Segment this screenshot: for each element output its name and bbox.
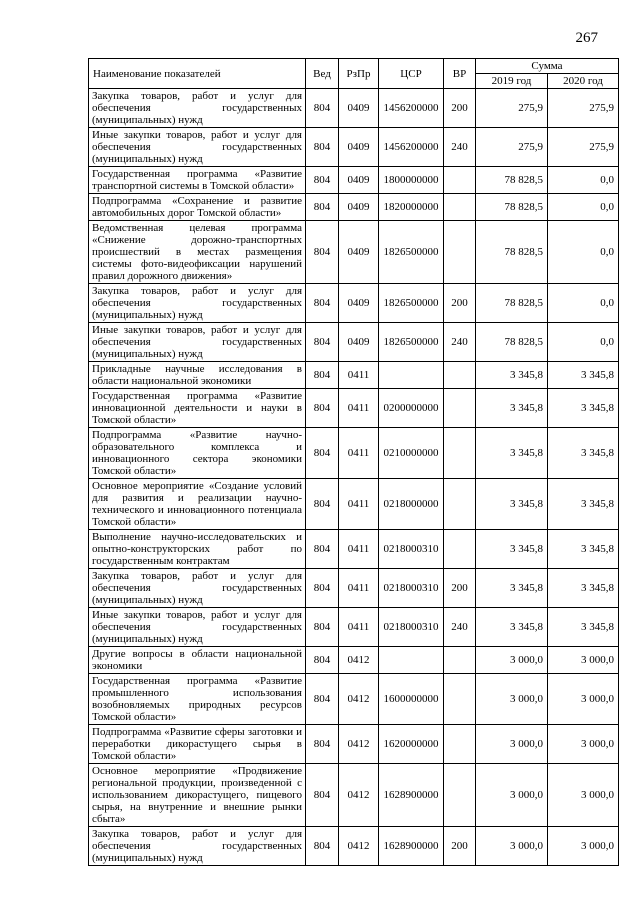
cell-2020: 0,0 xyxy=(548,221,619,284)
cell-vr: 200 xyxy=(444,89,476,128)
cell-rzpr: 0409 xyxy=(339,323,379,362)
cell-2019: 78 828,5 xyxy=(476,194,548,221)
cell-name: Подпрограмма «Развитие сферы заготовки и переработки дикорастущего сырья в Томской области» xyxy=(89,725,306,764)
cell-2019: 78 828,5 xyxy=(476,167,548,194)
cell-vr xyxy=(444,674,476,725)
col-header-ved: Вед xyxy=(306,59,339,89)
cell-2020: 3 345,8 xyxy=(548,428,619,479)
cell-vr xyxy=(444,647,476,674)
col-header-summa: Сумма xyxy=(476,59,619,74)
table-row xyxy=(89,428,619,479)
table-row xyxy=(89,167,619,194)
cell-vr xyxy=(444,530,476,569)
cell-ved: 804 xyxy=(306,428,339,479)
cell-2020: 0,0 xyxy=(548,194,619,221)
table-row xyxy=(89,530,619,569)
cell-name: Государственная программа «Развитие транспортной системы в Томской области» xyxy=(89,167,306,194)
cell-csr: 1456200000 xyxy=(379,89,444,128)
cell-rzpr: 0412 xyxy=(339,725,379,764)
cell-2020: 3 345,8 xyxy=(548,479,619,530)
cell-2020: 0,0 xyxy=(548,167,619,194)
cell-rzpr: 0409 xyxy=(339,167,379,194)
cell-2020: 275,9 xyxy=(548,128,619,167)
table-row xyxy=(89,725,619,764)
cell-ved: 804 xyxy=(306,128,339,167)
cell-rzpr: 0411 xyxy=(339,428,379,479)
cell-rzpr: 0412 xyxy=(339,647,379,674)
table-row xyxy=(89,128,619,167)
cell-csr: 0218000310 xyxy=(379,608,444,647)
cell-name: Выполнение научно-исследовательских и опытно-конструкторских работ по государственным контрактам xyxy=(89,530,306,569)
cell-ved: 804 xyxy=(306,608,339,647)
cell-2019: 3 345,8 xyxy=(476,389,548,428)
cell-csr: 1820000000 xyxy=(379,194,444,221)
budget-table xyxy=(88,58,619,866)
cell-2020: 275,9 xyxy=(548,89,619,128)
cell-vr xyxy=(444,764,476,827)
cell-ved: 804 xyxy=(306,194,339,221)
cell-name: Основное мероприятие «Продвижение региональной продукции, произведенной с использованием дикорастущего, пищевого сырья, на внутренние и внешние рынки сбыта» xyxy=(89,764,306,827)
cell-csr: 0210000000 xyxy=(379,428,444,479)
cell-rzpr: 0409 xyxy=(339,128,379,167)
cell-2019: 3 000,0 xyxy=(476,725,548,764)
cell-2020: 3 000,0 xyxy=(548,764,619,827)
cell-2019: 3 000,0 xyxy=(476,827,548,866)
cell-vr: 200 xyxy=(444,284,476,323)
cell-2020: 3 000,0 xyxy=(548,725,619,764)
cell-2019: 275,9 xyxy=(476,89,548,128)
cell-ved: 804 xyxy=(306,530,339,569)
table-row xyxy=(89,827,619,866)
table-row xyxy=(89,674,619,725)
cell-csr: 0218000000 xyxy=(379,479,444,530)
table-row xyxy=(89,764,619,827)
cell-csr: 1800000000 xyxy=(379,167,444,194)
cell-vr xyxy=(444,725,476,764)
table-row xyxy=(89,89,619,128)
cell-2020: 0,0 xyxy=(548,323,619,362)
cell-ved: 804 xyxy=(306,167,339,194)
cell-name: Основное мероприятие «Создание условий для развития и реализации научно-технического и инновационного потенциала Томской области» xyxy=(89,479,306,530)
cell-name: Закупка товаров, работ и услуг для обеспечения государственных (муниципальных) нужд xyxy=(89,827,306,866)
cell-csr: 1628900000 xyxy=(379,827,444,866)
cell-rzpr: 0409 xyxy=(339,221,379,284)
cell-2019: 3 000,0 xyxy=(476,764,548,827)
table-row xyxy=(89,389,619,428)
table-row xyxy=(89,647,619,674)
cell-csr: 1826500000 xyxy=(379,221,444,284)
cell-ved: 804 xyxy=(306,674,339,725)
cell-2020: 3 000,0 xyxy=(548,647,619,674)
cell-rzpr: 0411 xyxy=(339,569,379,608)
cell-vr: 200 xyxy=(444,827,476,866)
cell-2019: 3 345,8 xyxy=(476,530,548,569)
cell-rzpr: 0409 xyxy=(339,284,379,323)
table-body xyxy=(89,89,619,866)
table-header xyxy=(89,59,619,89)
cell-2019: 78 828,5 xyxy=(476,323,548,362)
cell-csr: 0218000310 xyxy=(379,530,444,569)
cell-ved: 804 xyxy=(306,389,339,428)
cell-csr xyxy=(379,647,444,674)
table-row xyxy=(89,194,619,221)
cell-name: Закупка товаров, работ и услуг для обеспечения государственных (муниципальных) нужд xyxy=(89,284,306,323)
cell-vr xyxy=(444,221,476,284)
table-row xyxy=(89,479,619,530)
cell-csr: 0218000310 xyxy=(379,569,444,608)
cell-2020: 3 345,8 xyxy=(548,530,619,569)
cell-name: Закупка товаров, работ и услуг для обеспечения государственных (муниципальных) нужд xyxy=(89,569,306,608)
cell-2019: 3 000,0 xyxy=(476,674,548,725)
cell-csr: 1628900000 xyxy=(379,764,444,827)
col-header-csr: ЦСР xyxy=(379,59,444,89)
col-header-vr: ВР xyxy=(444,59,476,89)
cell-vr xyxy=(444,167,476,194)
cell-rzpr: 0411 xyxy=(339,479,379,530)
cell-rzpr: 0411 xyxy=(339,389,379,428)
cell-vr xyxy=(444,194,476,221)
cell-ved: 804 xyxy=(306,479,339,530)
cell-rzpr: 0409 xyxy=(339,194,379,221)
cell-ved: 804 xyxy=(306,362,339,389)
cell-vr xyxy=(444,362,476,389)
cell-name: Закупка товаров, работ и услуг для обеспечения государственных (муниципальных) нужд xyxy=(89,89,306,128)
cell-2019: 3 000,0 xyxy=(476,647,548,674)
cell-name: Государственная программа «Развитие промышленного использования возобновляемых природных ресурсов Томской области» xyxy=(89,674,306,725)
cell-csr: 1826500000 xyxy=(379,284,444,323)
col-header-2019: 2019 год xyxy=(476,74,548,89)
cell-ved: 804 xyxy=(306,827,339,866)
cell-name: Прикладные научные исследования в области национальной экономики xyxy=(89,362,306,389)
cell-name: Другие вопросы в области национальной экономики xyxy=(89,647,306,674)
cell-2019: 3 345,8 xyxy=(476,569,548,608)
cell-csr: 0200000000 xyxy=(379,389,444,428)
cell-ved: 804 xyxy=(306,647,339,674)
cell-name: Иные закупки товаров, работ и услуг для обеспечения государственных (муниципальных) нужд xyxy=(89,323,306,362)
cell-2020: 3 345,8 xyxy=(548,608,619,647)
cell-rzpr: 0411 xyxy=(339,608,379,647)
cell-2020: 3 345,8 xyxy=(548,569,619,608)
cell-2019: 3 345,8 xyxy=(476,479,548,530)
cell-rzpr: 0412 xyxy=(339,674,379,725)
cell-2020: 3 000,0 xyxy=(548,827,619,866)
cell-csr: 1620000000 xyxy=(379,725,444,764)
cell-name: Иные закупки товаров, работ и услуг для обеспечения государственных (муниципальных) нужд xyxy=(89,608,306,647)
cell-vr: 240 xyxy=(444,128,476,167)
cell-vr: 200 xyxy=(444,569,476,608)
cell-name: Подпрограмма «Развитие научно-образовательного комплекса и инновационного сектора экономики Томской области» xyxy=(89,428,306,479)
cell-csr: 1826500000 xyxy=(379,323,444,362)
cell-rzpr: 0412 xyxy=(339,764,379,827)
page-number: 267 xyxy=(575,30,598,46)
cell-ved: 804 xyxy=(306,221,339,284)
cell-ved: 804 xyxy=(306,569,339,608)
cell-csr: 1456200000 xyxy=(379,128,444,167)
cell-name: Иные закупки товаров, работ и услуг для обеспечения государственных (муниципальных) нужд xyxy=(89,128,306,167)
cell-2019: 78 828,5 xyxy=(476,221,548,284)
cell-2019: 3 345,8 xyxy=(476,362,548,389)
cell-rzpr: 0412 xyxy=(339,827,379,866)
cell-2019: 3 345,8 xyxy=(476,428,548,479)
cell-2019: 78 828,5 xyxy=(476,284,548,323)
cell-2020: 0,0 xyxy=(548,284,619,323)
cell-vr xyxy=(444,428,476,479)
table-row xyxy=(89,323,619,362)
cell-ved: 804 xyxy=(306,284,339,323)
col-header-name: Наименование показателей xyxy=(89,59,306,89)
cell-name: Государственная программа «Развитие инновационной деятельности и науки в Томской области» xyxy=(89,389,306,428)
table-row xyxy=(89,362,619,389)
cell-ved: 804 xyxy=(306,323,339,362)
cell-rzpr: 0411 xyxy=(339,530,379,569)
cell-2019: 275,9 xyxy=(476,128,548,167)
cell-2020: 3 000,0 xyxy=(548,674,619,725)
col-header-2020: 2020 год xyxy=(548,74,619,89)
col-header-rzpr: РзПр xyxy=(339,59,379,89)
cell-vr: 240 xyxy=(444,608,476,647)
cell-2020: 3 345,8 xyxy=(548,389,619,428)
cell-csr: 1600000000 xyxy=(379,674,444,725)
table-row xyxy=(89,608,619,647)
cell-2020: 3 345,8 xyxy=(548,362,619,389)
cell-ved: 804 xyxy=(306,725,339,764)
cell-vr: 240 xyxy=(444,323,476,362)
table-row xyxy=(89,569,619,608)
cell-ved: 804 xyxy=(306,764,339,827)
cell-vr xyxy=(444,389,476,428)
cell-vr xyxy=(444,479,476,530)
cell-csr xyxy=(379,362,444,389)
cell-rzpr: 0409 xyxy=(339,89,379,128)
table-row xyxy=(89,221,619,284)
cell-2019: 3 345,8 xyxy=(476,608,548,647)
cell-name: Ведомственная целевая программа «Снижение дорожно-транспортных происшествий в местах размещения системы фото-видеофиксации нарушений правил дорожного движения» xyxy=(89,221,306,284)
cell-name: Подпрограмма «Сохранение и развитие автомобильных дорог Томской области» xyxy=(89,194,306,221)
cell-rzpr: 0411 xyxy=(339,362,379,389)
table-row xyxy=(89,284,619,323)
cell-ved: 804 xyxy=(306,89,339,128)
